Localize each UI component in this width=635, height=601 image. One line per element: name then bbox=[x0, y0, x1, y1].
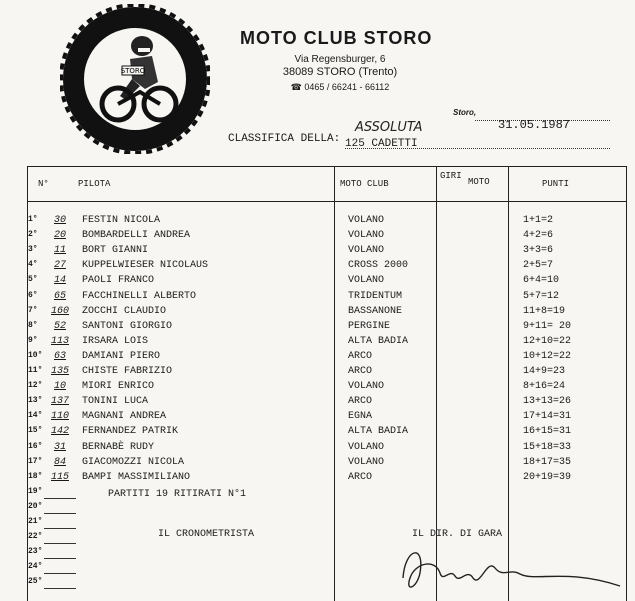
row-moto-club: VOLANO bbox=[348, 215, 385, 226]
blank-number-line bbox=[44, 498, 76, 499]
moto-club-logo bbox=[60, 4, 210, 154]
phone-icon: ☎ bbox=[290, 82, 302, 92]
row-pilot-name: ZOCCHI CLAUDIO bbox=[82, 305, 167, 317]
row-position: 2° bbox=[28, 230, 38, 240]
row-position: 21° bbox=[28, 517, 43, 526]
classifica-typed: 125 CADETTI bbox=[345, 138, 418, 150]
row-pilot-name: BOMBARDELLI ANDREA bbox=[82, 230, 191, 242]
table-row bbox=[28, 457, 626, 471]
row-points: 6+4=10 bbox=[523, 275, 560, 287]
row-rider-number: 14 bbox=[53, 275, 66, 287]
row-points: 12+10=22 bbox=[523, 335, 572, 347]
club-name: MOTO CLUB STORO bbox=[240, 28, 433, 48]
row-pilot-name: MIORI ENRICO bbox=[82, 381, 155, 393]
row-position: 14° bbox=[28, 411, 43, 421]
table-row bbox=[28, 230, 626, 244]
header-punti: PUNTI bbox=[542, 179, 570, 189]
table-row bbox=[28, 472, 626, 486]
director-signature bbox=[395, 538, 625, 598]
row-moto-club: VOLANO bbox=[348, 441, 385, 453]
row-pilot-name: SANTONI GIORGIO bbox=[82, 320, 173, 332]
row-moto-club: ARCO bbox=[348, 396, 373, 408]
row-pilot-name: DAMIANI PIERO bbox=[82, 350, 161, 362]
row-position: 4° bbox=[28, 260, 38, 270]
row-position: 20° bbox=[28, 501, 43, 511]
row-rider-number: 63 bbox=[53, 350, 66, 362]
row-rider-number: 20 bbox=[53, 230, 66, 242]
table-row bbox=[28, 260, 626, 274]
row-points: 9+11= 20 bbox=[523, 320, 572, 332]
row-moto-club: ALTA BADIA bbox=[348, 426, 409, 438]
row-points: 14+9=23 bbox=[523, 366, 566, 377]
blank-number-line bbox=[44, 513, 76, 514]
row-position: 17° bbox=[28, 456, 43, 466]
date-value: 31.05.1987 bbox=[498, 118, 571, 132]
row-pilot-name: BERNABÈ RUDY bbox=[82, 441, 155, 453]
table-row bbox=[28, 411, 626, 425]
table-row bbox=[28, 245, 626, 259]
row-points: 10+12=22 bbox=[523, 350, 572, 362]
row-pilot-name: TONINI LUCA bbox=[82, 396, 149, 408]
row-rider-number: 27 bbox=[53, 260, 66, 272]
row-rider-number: 52 bbox=[53, 320, 66, 332]
row-position: 24° bbox=[28, 562, 43, 572]
row-rider-number: 113 bbox=[50, 335, 69, 347]
table-row bbox=[28, 366, 626, 380]
row-moto-club: ARCO bbox=[348, 350, 373, 362]
row-points: 16+15=31 bbox=[523, 426, 572, 438]
blank-number-line bbox=[44, 573, 76, 574]
address-street: Via Regensburger, 6 bbox=[294, 54, 386, 65]
row-pilot-name: KUPPELWIESER NICOLAUS bbox=[82, 260, 209, 272]
row-rider-number: 160 bbox=[50, 305, 69, 317]
row-position: 25° bbox=[28, 577, 43, 587]
table-row bbox=[28, 321, 626, 335]
row-moto-club: VOLANO bbox=[348, 456, 385, 468]
header-pilota: PILOTA bbox=[78, 179, 111, 189]
row-moto-club: VOLANO bbox=[348, 275, 385, 287]
row-position: 5° bbox=[28, 275, 38, 285]
row-position: 18° bbox=[28, 471, 43, 481]
row-rider-number: 142 bbox=[50, 426, 69, 438]
row-rider-number: 135 bbox=[50, 366, 69, 377]
table-row bbox=[28, 426, 626, 440]
row-pilot-name: PAOLI FRANCO bbox=[82, 275, 155, 287]
summary-note: PARTITI 19 RITIRATI N°1 bbox=[108, 489, 247, 500]
row-pilot-name: BAMPI MASSIMILIANO bbox=[82, 471, 191, 483]
row-position: 12° bbox=[28, 381, 43, 391]
phone-number bbox=[240, 82, 440, 93]
row-position: 3° bbox=[28, 245, 38, 255]
phone-text: 0465 / 66241 - 66112 bbox=[304, 82, 390, 92]
table-row bbox=[28, 336, 626, 350]
row-pilot-name: FACCHINELLI ALBERTO bbox=[82, 290, 197, 302]
row-points: 13+13=26 bbox=[523, 396, 572, 408]
row-position: 10° bbox=[28, 350, 43, 360]
row-moto-club: CROSS 2000 bbox=[348, 260, 409, 272]
row-moto-club: ARCO bbox=[348, 366, 373, 377]
row-points: 11+8=19 bbox=[523, 305, 566, 317]
table-row bbox=[28, 306, 626, 320]
row-moto-club: VOLANO bbox=[348, 230, 385, 242]
row-points: 3+3=6 bbox=[523, 245, 554, 257]
row-pilot-name: CHISTE FABRIZIO bbox=[82, 366, 173, 377]
row-pilot-name: FERNANDEZ PATRIK bbox=[82, 426, 179, 438]
classifica-label: CLASSIFICA DELLA: bbox=[228, 133, 341, 145]
row-position: 6° bbox=[28, 290, 38, 300]
row-points: 5+7=12 bbox=[523, 290, 560, 302]
row-rider-number: 137 bbox=[50, 396, 69, 408]
row-pilot-name: FESTIN NICOLA bbox=[82, 215, 161, 226]
row-position: 1° bbox=[28, 215, 38, 224]
row-moto-club: VOLANO bbox=[348, 381, 385, 393]
row-position: 15° bbox=[28, 426, 43, 436]
blank-number-line bbox=[44, 543, 76, 544]
row-points: 20+19=39 bbox=[523, 471, 572, 483]
table-row bbox=[28, 396, 626, 410]
blank-number-line bbox=[44, 588, 76, 589]
row-position: 8° bbox=[28, 320, 38, 330]
row-points: 4+2=6 bbox=[523, 230, 554, 242]
row-points: 18+17=35 bbox=[523, 456, 572, 468]
results-table bbox=[27, 166, 627, 601]
row-points: 8+16=24 bbox=[523, 381, 566, 393]
row-points: 15+18=33 bbox=[523, 441, 572, 453]
row-position: 19° bbox=[28, 486, 43, 496]
table-row bbox=[28, 351, 626, 365]
row-position: 13° bbox=[28, 396, 43, 406]
table-row bbox=[28, 381, 626, 395]
direttore-label: IL DIR. DI GARA bbox=[412, 529, 503, 540]
row-rider-number: 31 bbox=[53, 441, 66, 453]
table-row bbox=[28, 517, 626, 531]
table-row bbox=[28, 291, 626, 305]
row-position: 11° bbox=[28, 366, 43, 375]
row-position: 16° bbox=[28, 441, 43, 451]
row-rider-number: 30 bbox=[53, 215, 66, 226]
row-moto-club: ARCO bbox=[348, 471, 373, 483]
table-row bbox=[28, 275, 626, 289]
row-pilot-name: IRSARA LOIS bbox=[82, 335, 149, 347]
header-moto-club: MOTO CLUB bbox=[340, 179, 389, 189]
header-giri: GIRI bbox=[440, 171, 462, 181]
row-position: 23° bbox=[28, 547, 43, 557]
header-moto: MOTO bbox=[468, 177, 490, 187]
row-points: 17+14=31 bbox=[523, 411, 572, 423]
classifica-handwritten: ASSOLUTA bbox=[355, 120, 423, 135]
row-pilot-name: MAGNANI ANDREA bbox=[82, 411, 167, 423]
row-moto-club: PERGINE bbox=[348, 320, 391, 332]
row-points: 2+5=7 bbox=[523, 260, 554, 272]
row-pilot-name: GIACOMOZZI NICOLA bbox=[82, 456, 185, 468]
address-city: 38089 STORO (Trento) bbox=[282, 66, 398, 78]
row-moto-club: ALTA BADIA bbox=[348, 335, 409, 347]
header-no: N° bbox=[38, 179, 49, 189]
classifica-line bbox=[345, 148, 610, 149]
row-rider-number: 11 bbox=[53, 245, 66, 257]
row-moto-club: VOLANO bbox=[348, 245, 385, 257]
row-rider-number: 110 bbox=[50, 411, 69, 423]
row-rider-number: 115 bbox=[50, 471, 69, 483]
row-pilot-name: BORT GIANNI bbox=[82, 245, 149, 257]
logo-lettering: STORO bbox=[120, 67, 146, 75]
row-points: 1+1=2 bbox=[523, 215, 554, 226]
cronometrista-label: IL CRONOMETRISTA bbox=[158, 529, 255, 540]
row-moto-club: BASSANONE bbox=[348, 305, 403, 317]
row-moto-club: EGNA bbox=[348, 411, 373, 423]
blank-number-line bbox=[44, 528, 76, 529]
row-rider-number: 65 bbox=[53, 290, 66, 302]
row-position: 7° bbox=[28, 305, 38, 315]
row-rider-number: 10 bbox=[53, 381, 66, 393]
table-row bbox=[28, 215, 626, 229]
date-label: Storo, bbox=[453, 108, 477, 117]
table-row bbox=[28, 502, 626, 516]
table-row bbox=[28, 442, 626, 456]
row-rider-number: 84 bbox=[53, 456, 66, 468]
row-position: 22° bbox=[28, 532, 43, 542]
row-moto-club: TRIDENTUM bbox=[348, 290, 403, 302]
blank-number-line bbox=[44, 558, 76, 559]
row-position: 9° bbox=[28, 335, 38, 345]
